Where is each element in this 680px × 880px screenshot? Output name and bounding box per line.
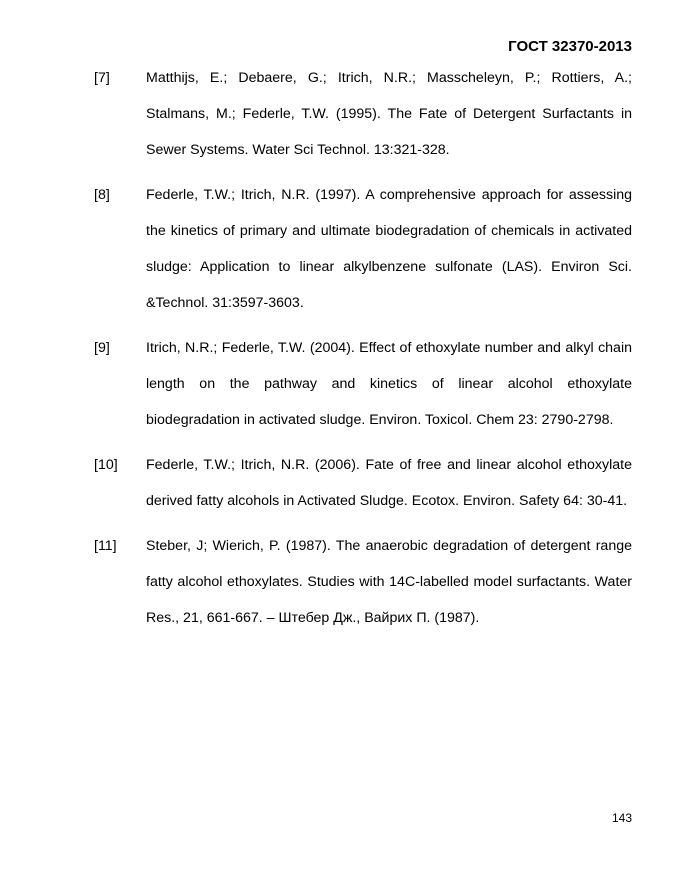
reference-item [94,528,632,636]
reference-item [94,60,632,168]
reference-number: [11] [94,538,117,554]
reference-text: Federle, T.W.; Itrich, N.R. (2006). Fate of free and linear alcohol ethoxylate derived fatty alcohols in Activated Sludge. Ecotox. Environ. Safety 64: 30-41. [146,457,632,509]
reference-item [94,330,632,438]
reference-number: [10] [94,457,118,473]
reference-text: Federle, T.W.; Itrich, N.R. (1997). A comprehensive approach for assessing the kinetics of primary and ultimate biodegradation of chemicals in activated sludge: Application to linear alkylbenzene sulfonate (LAS). Environ Sci. &Technol. 31:3597-3603. [146,187,632,311]
reference-text: Matthijs, E.; Debaere, G.; Itrich, N.R.; Masscheleyn, P.; Rottiers, A.; Stalmans, M.; Federle, T.W. (1995). The Fate of Detergent Surfactants in Sewer Systems. Water Sci Technol. 13:321-328. [146,70,632,158]
reference-item [94,177,632,321]
reference-item [94,447,632,519]
reference-number: [7] [94,70,110,86]
document-header: ГОСТ 32370-2013 [508,38,632,55]
reference-list [94,60,632,645]
reference-text: Itrich, N.R.; Federle, T.W. (2004). Effect of ethoxylate number and alkyl chain length on the pathway and kinetics of linear alcohol ethoxylate biodegradation in activated sludge. Environ. Toxicol. Chem 23: 2790-2798. [146,340,632,428]
reference-number: [8] [94,187,110,203]
page-number: 143 [611,811,632,825]
reference-number: [9] [94,340,110,356]
reference-text: Steber, J; Wierich, P. (1987). The anaerobic degradation of detergent range fatty alcohol ethoxylates. Studies with 14C-labelled model surfactants. Water Res., 21, 661-667. – Штебер Дж., Вайрих П. (1987). [146,538,632,626]
